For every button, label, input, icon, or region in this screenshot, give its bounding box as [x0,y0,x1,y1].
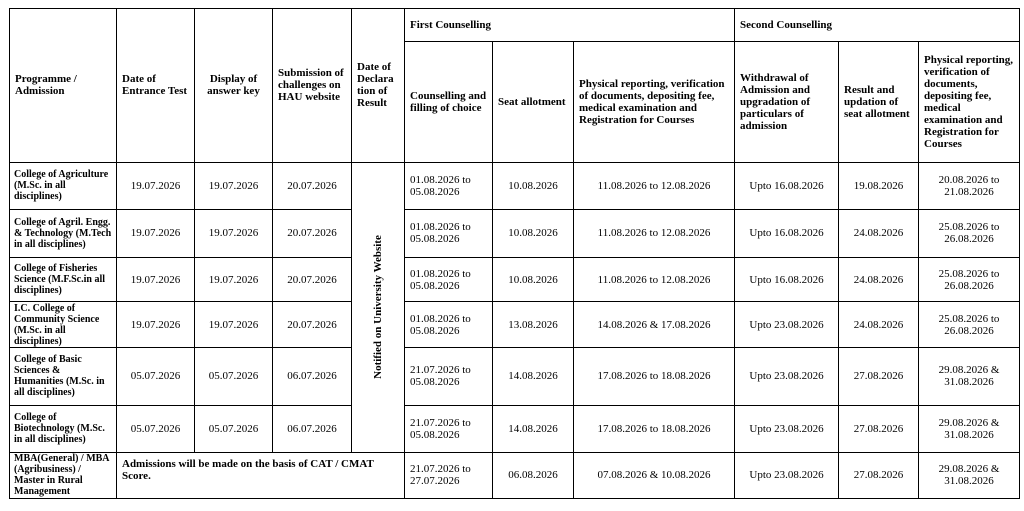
counselling-cell: 01.08.2026 to 05.08.2026 [405,257,493,301]
answer-key-cell: 19.07.2026 [195,257,273,301]
entrance-date-cell: 05.07.2026 [117,405,195,452]
result-cell: 24.08.2026 [839,302,919,348]
reporting-cell: 17.08.2026 to 18.08.2026 [574,405,735,452]
seat-allotment-cell: 10.08.2026 [493,257,574,301]
result-cell: 27.08.2026 [839,405,919,452]
challenges-cell: 20.07.2026 [273,302,352,348]
reporting2-cell: 29.08.2026 & 31.08.2026 [919,452,1020,498]
table-row [10,348,1020,405]
seat-allotment-cell: 14.08.2026 [493,348,574,405]
challenges-cell: 20.07.2026 [273,162,352,209]
header-seat-allotment: Seat allotment [493,42,574,162]
header-physical-reporting-first: Physical reporting, verification of documents, depositing fee, medical examination and Registration for Courses [574,42,735,162]
reporting-cell: 17.08.2026 to 18.08.2026 [574,348,735,405]
challenges-cell: 06.07.2026 [273,405,352,452]
counselling-cell: 21.07.2026 to 05.08.2026 [405,405,493,452]
header-answer-key: Display of answer key [195,9,273,163]
result-cell: 19.08.2026 [839,162,919,209]
withdrawal-cell: Upto 23.08.2026 [735,452,839,498]
challenges-cell: 06.07.2026 [273,348,352,405]
table-row [10,405,1020,452]
result-cell: 24.08.2026 [839,257,919,301]
entrance-date-cell: 05.07.2026 [117,348,195,405]
seat-allotment-cell: 10.08.2026 [493,162,574,209]
withdrawal-cell: Upto 23.08.2026 [735,302,839,348]
seat-allotment-cell: 06.08.2026 [493,452,574,498]
entrance-date-cell: 19.07.2026 [117,257,195,301]
reporting-cell: 11.08.2026 to 12.08.2026 [574,257,735,301]
header-challenges: Submission of challenges on HAU website [273,9,352,163]
reporting2-cell: 25.08.2026 to 26.08.2026 [919,302,1020,348]
seat-allotment-cell: 14.08.2026 [493,405,574,452]
withdrawal-cell: Upto 16.08.2026 [735,162,839,209]
header-programme: Programme / Admission [10,9,117,163]
admission-note: Admissions will be made on the basis of CAT / CMAT Score. [117,452,405,498]
programme-cell: College of Biotechnology (M.Sc. in all disciplines) [10,405,117,452]
notified-text: Notified on University Website [372,235,384,380]
reporting2-cell: 29.08.2026 & 31.08.2026 [919,348,1020,405]
header-counselling-choice: Counselling and filling of choice [405,42,493,162]
withdrawal-cell: Upto 23.08.2026 [735,405,839,452]
seat-allotment-cell: 10.08.2026 [493,209,574,257]
programme-cell: I.C. College of Community Science (M.Sc. in all disciplines) [10,302,117,348]
entrance-date-cell: 19.07.2026 [117,302,195,348]
result-cell: 27.08.2026 [839,348,919,405]
header-row-1 [10,9,1020,42]
challenges-cell: 20.07.2026 [273,257,352,301]
answer-key-cell: 19.07.2026 [195,209,273,257]
programme-cell: College of Basic Sciences & Humanities (M.Sc. in all disciplines) [10,348,117,405]
table-row [10,257,1020,301]
counselling-cell: 01.08.2026 to 05.08.2026 [405,162,493,209]
withdrawal-cell: Upto 23.08.2026 [735,348,839,405]
table-row [10,302,1020,348]
counselling-cell: 21.07.2026 to 05.08.2026 [405,348,493,405]
answer-key-cell: 19.07.2026 [195,162,273,209]
admission-schedule-table [9,8,1020,499]
header-declaration: Date of Declara tion of Result [352,9,405,163]
counselling-cell: 21.07.2026 to 27.07.2026 [405,452,493,498]
programme-cell: College of Agril. Engg. & Technology (M.Tech in all disciplines) [10,209,117,257]
seat-allotment-cell: 13.08.2026 [493,302,574,348]
header-result-updation: Result and updation of seat allotment [839,42,919,162]
withdrawal-cell: Upto 16.08.2026 [735,209,839,257]
challenges-cell: 20.07.2026 [273,209,352,257]
header-physical-reporting-second: Physical reporting, verification of documents, depositing fee, medical examination and Registration for Courses [919,42,1020,162]
programme-cell: MBA(General) / MBA (Agribusiness) / Master in Rural Management [10,452,117,498]
programme-cell: College of Fisheries Science (M.F.Sc.in all disciplines) [10,257,117,301]
answer-key-cell: 05.07.2026 [195,405,273,452]
reporting2-cell: 25.08.2026 to 26.08.2026 [919,257,1020,301]
header-withdrawal: Withdrawal of Admission and upgradation of particulars of admission [735,42,839,162]
withdrawal-cell: Upto 16.08.2026 [735,257,839,301]
header-second-counselling: Second Counselling [735,9,1020,42]
reporting-cell: 14.08.2026 & 17.08.2026 [574,302,735,348]
result-cell: 24.08.2026 [839,209,919,257]
table-row [10,162,1020,209]
entrance-date-cell: 19.07.2026 [117,162,195,209]
declaration-cell [352,162,405,452]
entrance-date-cell: 19.07.2026 [117,209,195,257]
reporting-cell: 11.08.2026 to 12.08.2026 [574,162,735,209]
reporting2-cell: 25.08.2026 to 26.08.2026 [919,209,1020,257]
reporting-cell: 07.08.2026 & 10.08.2026 [574,452,735,498]
header-first-counselling: First Counselling [405,9,735,42]
programme-cell: College of Agriculture (M.Sc. in all disciplines) [10,162,117,209]
reporting-cell: 11.08.2026 to 12.08.2026 [574,209,735,257]
counselling-cell: 01.08.2026 to 05.08.2026 [405,302,493,348]
table-row [10,209,1020,257]
table-row-mba [10,452,1020,498]
answer-key-cell: 05.07.2026 [195,348,273,405]
counselling-cell: 01.08.2026 to 05.08.2026 [405,209,493,257]
result-cell: 27.08.2026 [839,452,919,498]
reporting2-cell: 20.08.2026 to 21.08.2026 [919,162,1020,209]
header-entrance-test: Date of Entrance Test [117,9,195,163]
reporting2-cell: 29.08.2026 & 31.08.2026 [919,405,1020,452]
answer-key-cell: 19.07.2026 [195,302,273,348]
